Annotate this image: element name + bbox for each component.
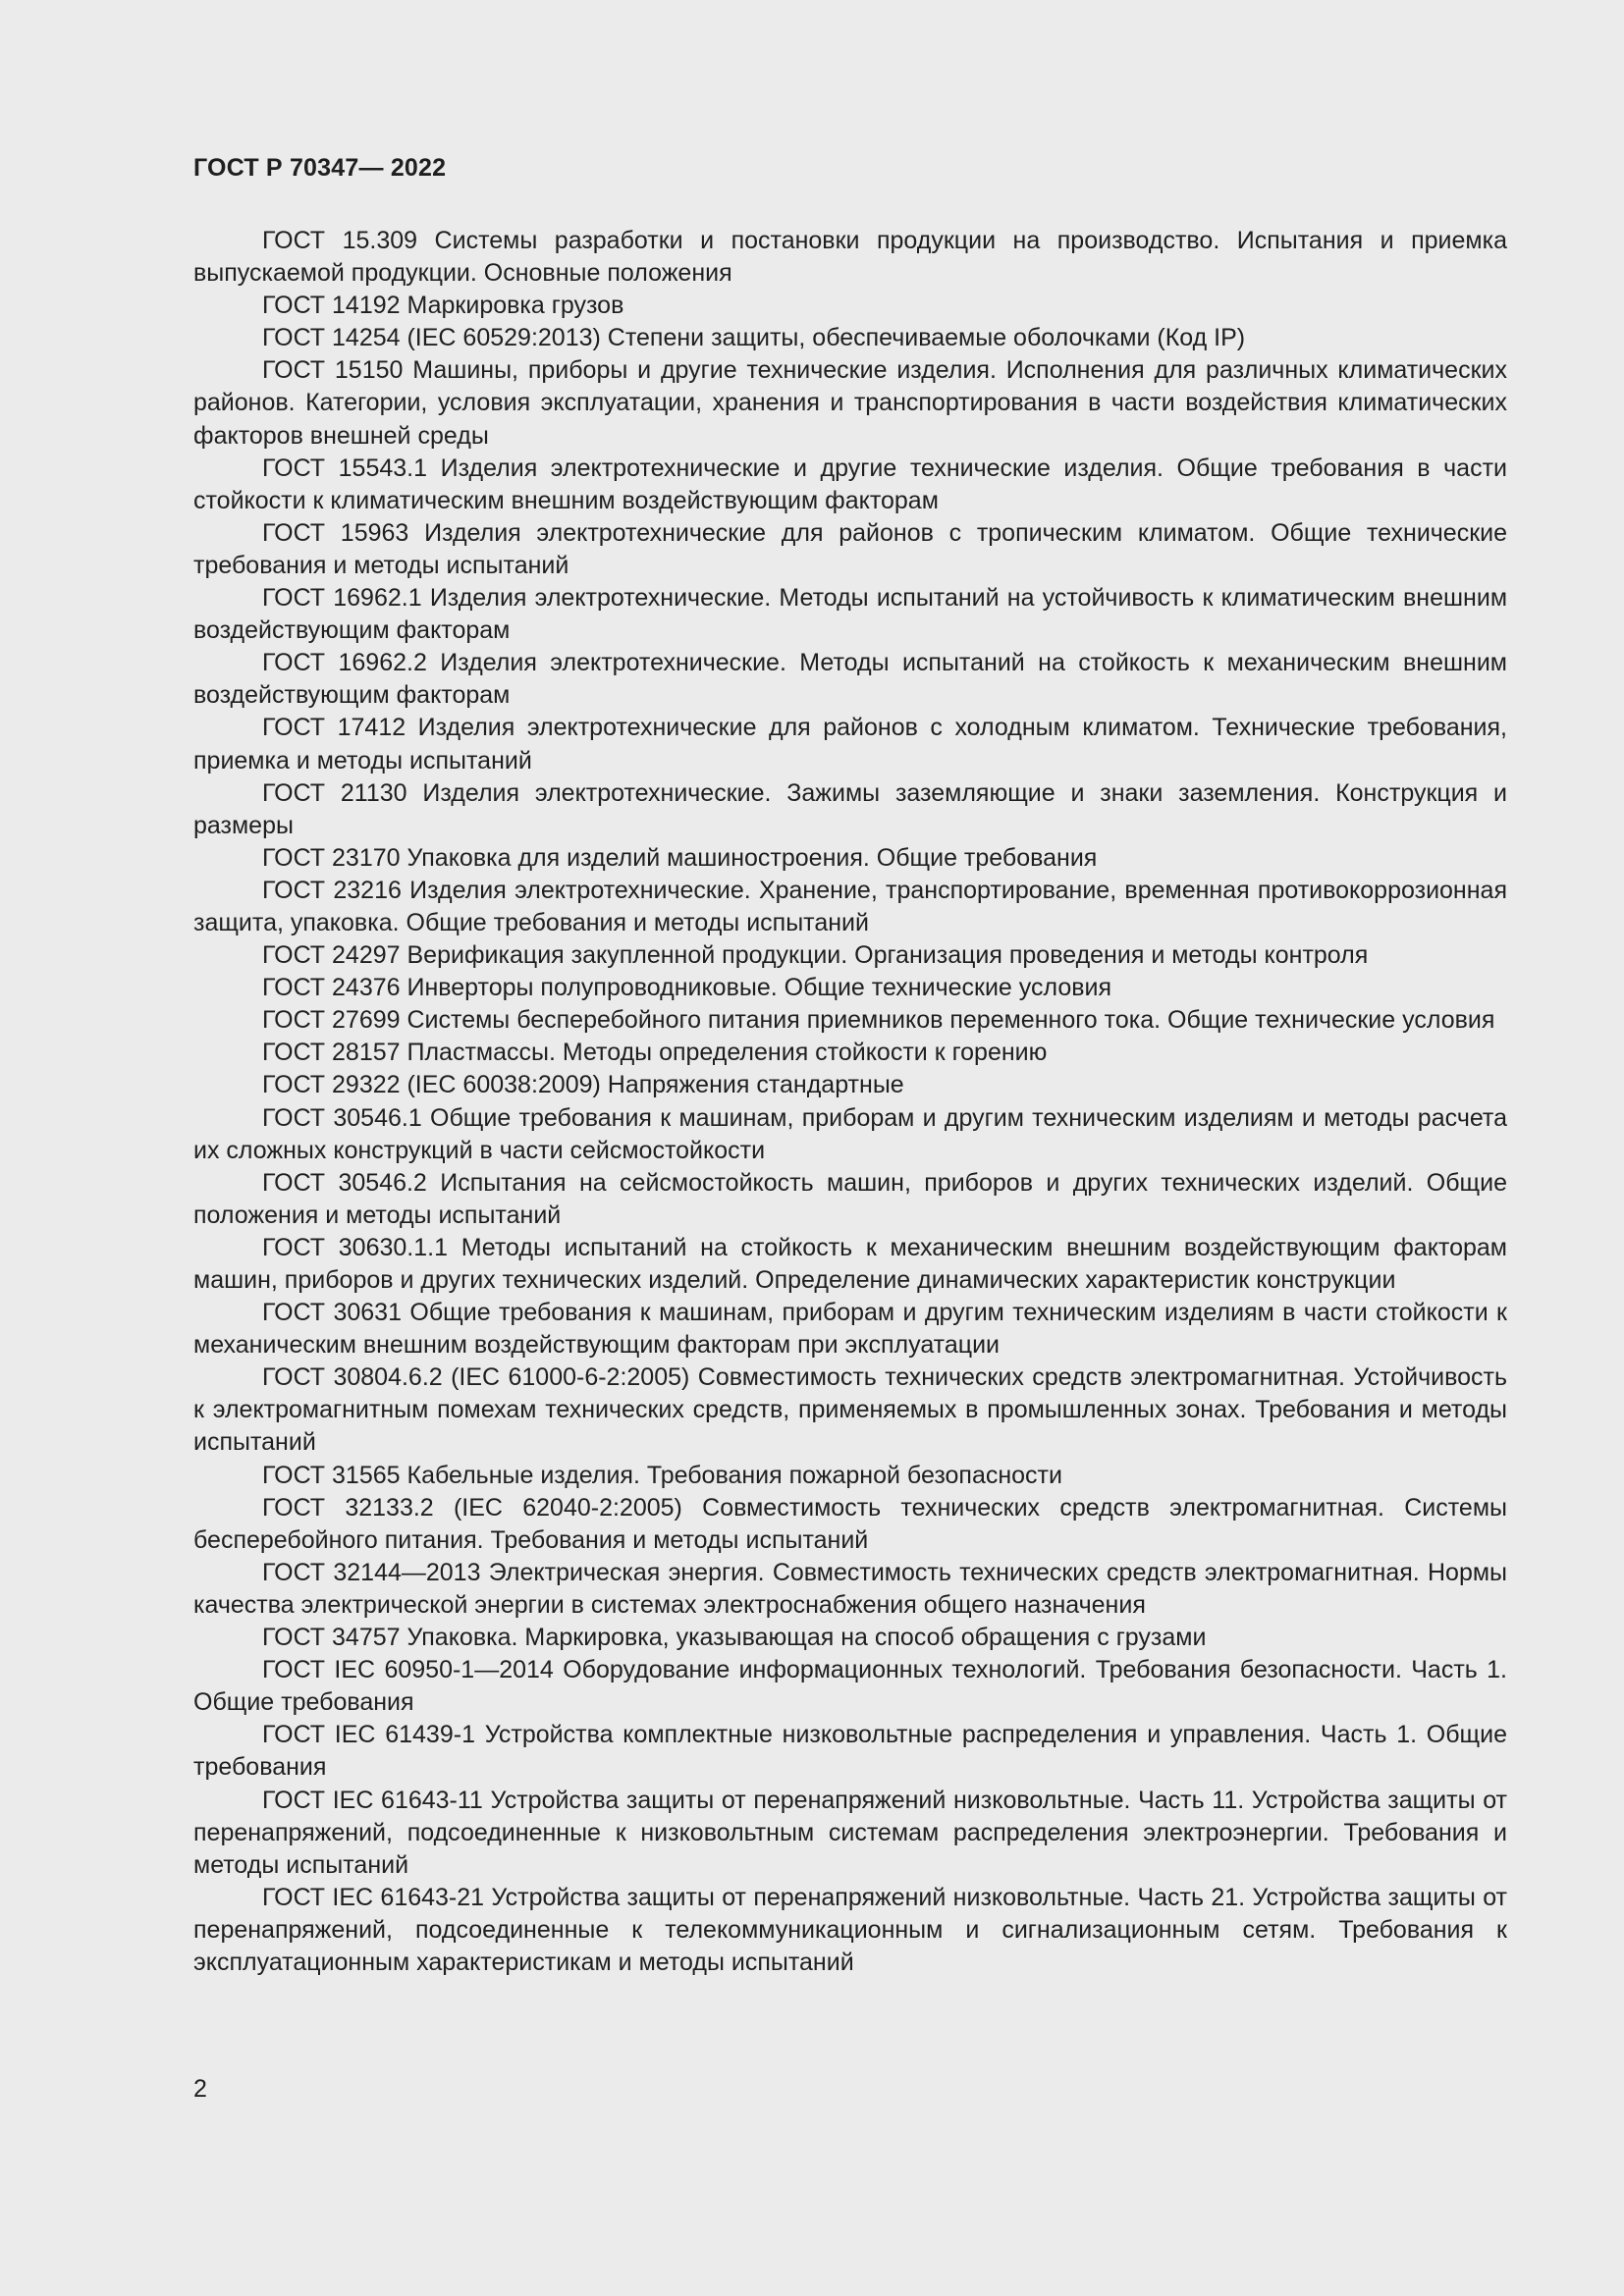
reference-title: Устройства защиты от перенапряжений низковольтные. Часть 21. Устройства защиты от перенапряжений, подсоединенные к телекоммуникационным и сигнализационным сетям. Требования к эксплуатационным характеристикам и методы испытаний xyxy=(193,1883,1508,1976)
reference-code: ГОСТ 28157 xyxy=(262,1039,401,1067)
reference-title: Упаковка. Маркировка, указывающая на способ обращения с грузами xyxy=(406,1624,1207,1652)
reference-title: Изделия электротехнические для районов с холодным климатом. Технические требования, приемка и методы испытаний xyxy=(193,714,1507,774)
reference-code: ГОСТ 16962.2 xyxy=(262,649,427,677)
reference-code: ГОСТ IEC 61643-11 xyxy=(262,1786,483,1814)
reference-code: ГОСТ 32144—2013 xyxy=(262,1558,481,1586)
reference-entry xyxy=(193,517,1507,582)
reference-entry xyxy=(193,1492,1507,1557)
reference-entry xyxy=(193,1654,1507,1719)
reference-title: Устройства комплектные низковольтные распределения и управления. Часть 1. Общие требования xyxy=(193,1721,1507,1782)
reference-entry xyxy=(193,1037,1507,1069)
reference-title: Изделия электротехнические и другие технические изделия. Общие требования в части стойкости к климатическим внешним воздействующим факторам xyxy=(193,454,1507,514)
reference-entry xyxy=(193,842,1507,875)
reference-code: ГОСТ 30546.1 xyxy=(262,1103,422,1132)
reference-code: ГОСТ 30630.1.1 xyxy=(262,1233,448,1261)
reference-title: Системы бесперебойного питания приемников переменного тока. Общие технические условия xyxy=(406,1006,1495,1035)
reference-entry xyxy=(193,290,1507,322)
reference-title: Верификация закупленной продукции. Организация проведения и методы контроля xyxy=(406,941,1369,970)
reference-title: Изделия электротехнические. Методы испытаний на устойчивость к климатическим внешним воздействующим факторам xyxy=(193,584,1508,645)
reference-entry xyxy=(193,647,1507,712)
reference-code: ГОСТ 31565 xyxy=(262,1461,401,1489)
reference-code: ГОСТ 24376 xyxy=(262,974,401,1002)
reference-title: Системы разработки и постановки продукции на производство. Испытания и приемка выпускаемой продукции. Основные положения xyxy=(193,227,1507,288)
reference-code: ГОСТ 17412 xyxy=(262,714,406,742)
reference-code: ГОСТ 15.309 xyxy=(262,227,418,254)
reference-entry xyxy=(193,875,1507,939)
reference-code: ГОСТ 14254 (IEC 60529:2013) xyxy=(262,324,601,352)
reference-code: ГОСТ 21130 xyxy=(262,778,407,807)
reference-title: Инверторы полупроводниковые. Общие технические условия xyxy=(406,974,1112,1002)
reference-entry xyxy=(193,1232,1507,1297)
reference-code: ГОСТ 34757 xyxy=(262,1624,401,1652)
reference-code: ГОСТ 14192 xyxy=(262,292,401,320)
reference-code: ГОСТ 16962.1 xyxy=(262,584,422,613)
reference-title: Упаковка для изделий машиностроения. Общие требования xyxy=(406,843,1098,872)
reference-code: ГОСТ 27699 xyxy=(262,1006,401,1035)
document-header: ГОСТ Р 70347— 2022 xyxy=(193,154,447,182)
reference-entry xyxy=(193,939,1507,972)
reference-entry xyxy=(193,1102,1507,1167)
reference-code: ГОСТ 15150 xyxy=(262,356,404,385)
reference-code: ГОСТ 15963 xyxy=(262,518,409,547)
reference-title: Маркировка грузов xyxy=(406,292,624,320)
reference-code: ГОСТ IEC 61643-21 xyxy=(262,1883,485,1911)
reference-entry xyxy=(193,1882,1507,1979)
reference-entry xyxy=(193,582,1507,647)
reference-entry xyxy=(193,1167,1507,1232)
reference-entry xyxy=(193,1004,1507,1037)
reference-title: Электрическая энергия. Совместимость технических средств электромагнитная. Нормы качества электрической энергии в системах электроснабжения общего назначения xyxy=(193,1558,1508,1619)
reference-title: Устройства защиты от перенапряжений низковольтные. Часть 11. Устройства защиты от перенапряжений, подсоединенные к низковольтным системам распределения электроэнергии. Требования и методы испытаний xyxy=(193,1786,1508,1879)
reference-title: Испытания на сейсмостойкость машин, приборов и других технических изделий. Общие положения и методы испытаний xyxy=(193,1168,1507,1229)
reference-title: Машины, приборы и другие технические изделия. Исполнения для различных климатических районов. Категории, условия эксплуатации, хранения и транспортирования в части воздействия климатических факторов внешней среды xyxy=(193,356,1507,450)
reference-title: Совместимость технических средств электромагнитная. Устойчивость к электромагнитным помехам технических средств, применяемых в промышленных зонах. Требования и методы испытаний xyxy=(193,1363,1508,1457)
reference-title: Общие требования к машинам, приборам и другим техническим изделиям в части стойкости к механическим внешним воздействующим факторам при эксплуатации xyxy=(193,1299,1507,1360)
reference-title: Изделия электротехнические. Методы испытаний на стойкость к механическим внешним воздействующим факторам xyxy=(193,649,1507,710)
reference-title: Изделия электротехнические для районов с тропическим климатом. Общие технические требования и методы испытаний xyxy=(193,518,1508,579)
reference-code: ГОСТ IEC 60950-1—2014 xyxy=(262,1656,554,1684)
reference-entry xyxy=(193,777,1507,842)
reference-code: ГОСТ 15543.1 xyxy=(262,454,428,482)
reference-title: Пластмассы. Методы определения стойкости к горению xyxy=(406,1039,1048,1067)
reference-title: Степени защиты, обеспечиваемые оболочками (Код IP) xyxy=(607,324,1246,352)
reference-entry xyxy=(193,972,1507,1004)
reference-entry xyxy=(193,1069,1507,1101)
reference-title: Совместимость технических средств электромагнитная. Системы бесперебойного питания. Требования и методы испытаний xyxy=(193,1493,1507,1554)
reference-code: ГОСТ 30546.2 xyxy=(262,1168,427,1197)
reference-entry xyxy=(193,225,1507,290)
reference-title: Методы испытаний на стойкость к механическим внешним воздействующим факторам машин, приборов и других технических изделий. Определение динамических характеристик конструкции xyxy=(193,1233,1507,1294)
reference-code: ГОСТ 23216 xyxy=(262,876,402,904)
reference-title: Общие требования к машинам, приборам и другим техническим изделиям и методы расчета их сложных конструкций в части сейсмостойкости xyxy=(193,1103,1507,1164)
reference-entry xyxy=(193,322,1507,354)
reference-entry xyxy=(193,1785,1507,1882)
reference-code: ГОСТ IEC 61439-1 xyxy=(262,1721,475,1749)
reference-entry xyxy=(193,712,1507,776)
reference-title: Кабельные изделия. Требования пожарной безопасности xyxy=(406,1461,1062,1489)
reference-entry xyxy=(193,453,1507,517)
normative-references-list xyxy=(193,225,1507,1979)
reference-entry xyxy=(193,1622,1507,1654)
reference-code: ГОСТ 30631 xyxy=(262,1299,402,1327)
reference-code: ГОСТ 29322 (IEC 60038:2009) xyxy=(262,1071,601,1099)
reference-entry xyxy=(193,1557,1507,1622)
page-number: 2 xyxy=(193,2075,207,2103)
reference-entry xyxy=(193,354,1507,452)
reference-entry xyxy=(193,1362,1507,1459)
reference-code: ГОСТ 32133.2 (IEC 62040-2:2005) xyxy=(262,1493,682,1522)
reference-title: Оборудование информационных технологий. Требования безопасности. Часть 1. Общие требования xyxy=(193,1656,1507,1717)
reference-title: Изделия электротехнические. Зажимы заземляющие и знаки заземления. Конструкция и размеры xyxy=(193,778,1507,839)
reference-title: Изделия электротехнические. Хранение, транспортирование, временная противокоррозионная защита, упаковка. Общие требования и методы испытаний xyxy=(193,876,1507,936)
reference-entry xyxy=(193,1719,1507,1784)
reference-entry xyxy=(193,1460,1507,1492)
reference-code: ГОСТ 23170 xyxy=(262,843,401,872)
reference-code: ГОСТ 30804.6.2 (IEC 61000-6-2:2005) xyxy=(262,1363,690,1392)
reference-entry xyxy=(193,1297,1507,1362)
reference-title: Напряжения стандартные xyxy=(607,1071,904,1099)
reference-code: ГОСТ 24297 xyxy=(262,941,401,970)
